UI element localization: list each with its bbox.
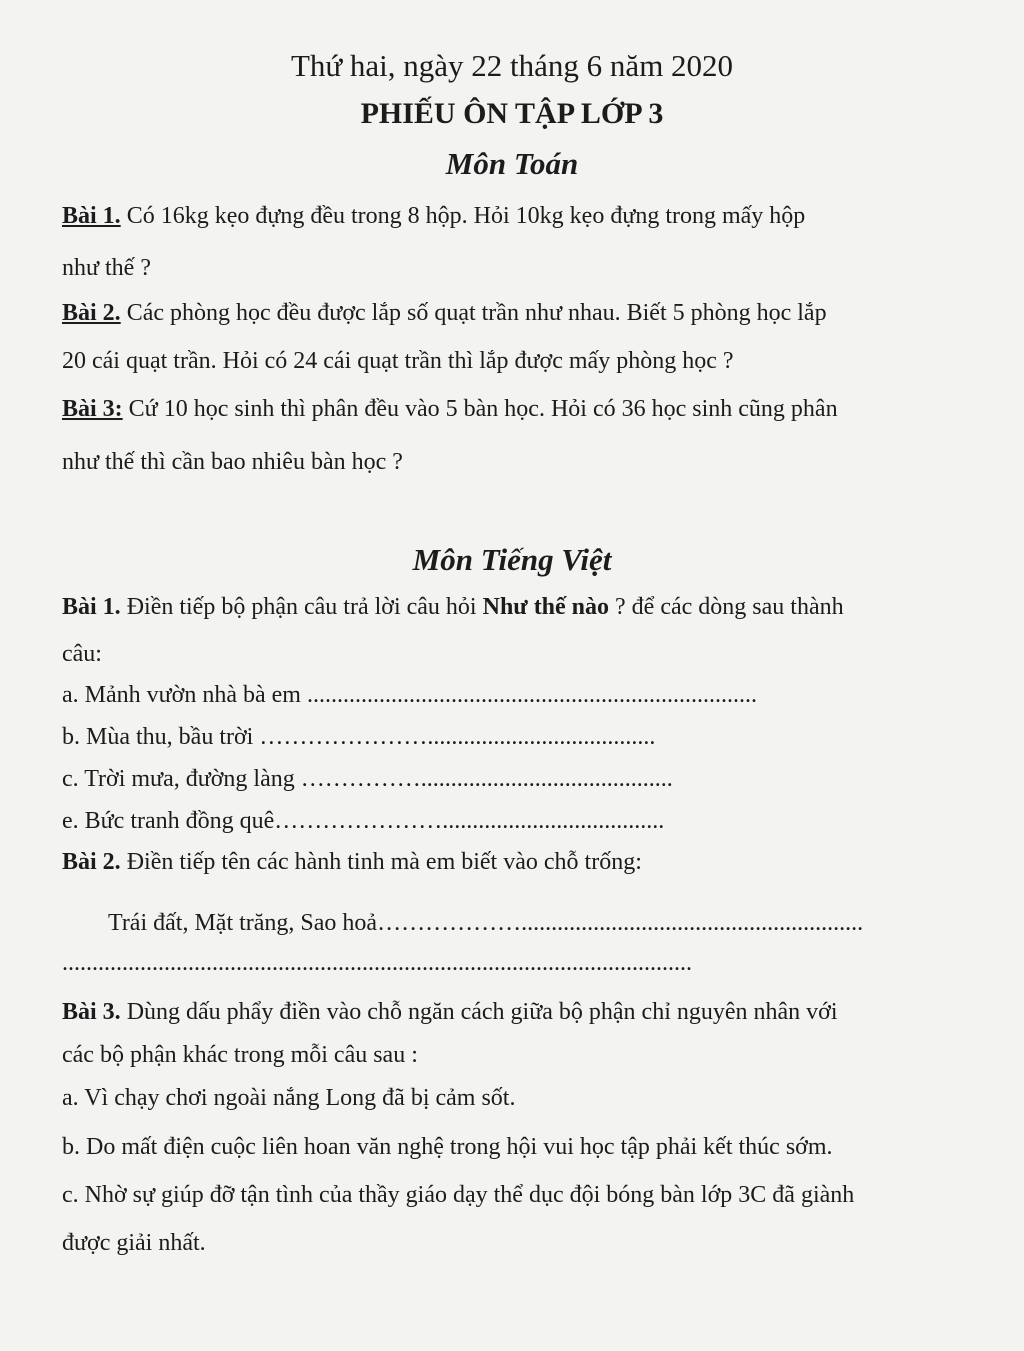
viet-exercise-3-sentence-c-line-2: được giải nhất.: [62, 1230, 206, 1256]
viet-exercise-2-line-1: [62, 849, 982, 876]
viet-exercise-2-blank-line[interactable]: .........................................................................................................: [62, 950, 692, 976]
worksheet-date: Thứ hai, ngày 22 tháng 6 năm 2020: [290, 48, 734, 83]
math-exercise-2-text: Các phòng học đều được lắp số quạt trần như nhau. Biết 5 phòng học lắp: [120, 300, 827, 326]
viet-exercise-1-line-2: câu:: [62, 641, 102, 667]
math-exercise-3-line-1: [62, 396, 982, 423]
item-text: c. Trời mưa, đường làng: [62, 766, 301, 792]
vietnamese-subject-heading: Môn Tiếng Việt: [412, 542, 612, 577]
viet-exercise-1-item-b: [62, 724, 982, 751]
viet-exercise-1-text-b: ? để các dòng sau thành: [609, 594, 844, 620]
math-exercise-3-line-2: như thế thì cần bao nhiêu bàn học ?: [62, 449, 403, 475]
answer-blank[interactable]: ...........................................................................: [306, 682, 757, 708]
viet-exercise-1-item-c: [62, 766, 982, 793]
viet-exercise-3-line-1: [62, 999, 982, 1026]
viet-exercise-3-label: Bài 3.: [62, 999, 121, 1025]
viet-exercise-3-sentence-a: a. Vì chạy chơi ngoài nắng Long đã bị cảm sốt.: [62, 1085, 516, 1111]
item-text: b. Mùa thu, bầu trời: [62, 724, 260, 750]
viet-exercise-1-line-1: [62, 594, 982, 621]
math-exercise-2-line-1: [62, 300, 982, 327]
worksheet-title: PHIẾU ÔN TẬP LỚP 3: [360, 97, 664, 130]
item-text: a. Mảnh vườn nhà bà em: [62, 682, 307, 708]
viet-exercise-1-label: Bài 1.: [62, 594, 121, 620]
answer-blank[interactable]: ………………….....................................: [274, 808, 665, 834]
viet-exercise-3-line-2: các bộ phận khác trong mỗi câu sau :: [62, 1042, 418, 1068]
math-subject-heading: Môn Toán: [445, 146, 579, 181]
answer-blank[interactable]: ……………..........................................: [300, 766, 673, 792]
viet-exercise-1-item-a: [62, 682, 982, 709]
viet-exercise-1-question-phrase: Như thế nào: [482, 594, 610, 620]
math-exercise-2-line-2: 20 cái quạt trần. Hỏi có 24 cái quạt trần thì lắp được mấy phòng học ?: [62, 348, 734, 374]
viet-exercise-1-text-a: Điền tiếp bộ phận câu trả lời câu hỏi: [120, 594, 483, 620]
math-exercise-1-label: Bài 1.: [62, 203, 121, 229]
math-exercise-3-label: Bài 3:: [62, 396, 123, 422]
viet-exercise-3-sentence-b: b. Do mất điện cuộc liên hoan văn nghệ trong hội vui học tập phải kết thúc sớm.: [62, 1134, 833, 1160]
math-exercise-1-line-2: như thế ?: [62, 255, 151, 281]
item-text: e. Bức tranh đồng quê: [62, 808, 275, 834]
math-exercise-3-text: Cứ 10 học sinh thì phân đều vào 5 bàn học. Hỏi có 36 học sinh cũng phân: [122, 396, 838, 422]
viet-exercise-3-sentence-c-line-1: c. Nhờ sự giúp đỡ tận tình của thầy giáo dạy thể dục đội bóng bàn lớp 3C đã giành: [62, 1182, 855, 1208]
viet-exercise-2-example: [108, 910, 968, 937]
math-exercise-1-line-1: [62, 203, 982, 230]
planet-list: Trái đất, Mặt trăng, Sao hoả: [108, 910, 378, 936]
answer-blank[interactable]: …………………......................................: [259, 724, 656, 750]
answer-blank[interactable]: ……………….........................................................: [377, 910, 864, 936]
math-exercise-2-label: Bài 2.: [62, 300, 121, 326]
math-exercise-1-text: Có 16kg kẹo đựng đều trong 8 hộp. Hỏi 10kg kẹo đựng trong mấy hộp: [120, 203, 806, 229]
viet-exercise-1-item-e: [62, 808, 982, 835]
viet-exercise-2-label: Bài 2.: [62, 849, 121, 875]
viet-exercise-3-text: Dùng dấu phẩy điền vào chỗ ngăn cách giữa bộ phận chỉ nguyên nhân với: [120, 999, 838, 1025]
viet-exercise-2-text: Điền tiếp tên các hành tinh mà em biết vào chỗ trống:: [120, 849, 642, 875]
